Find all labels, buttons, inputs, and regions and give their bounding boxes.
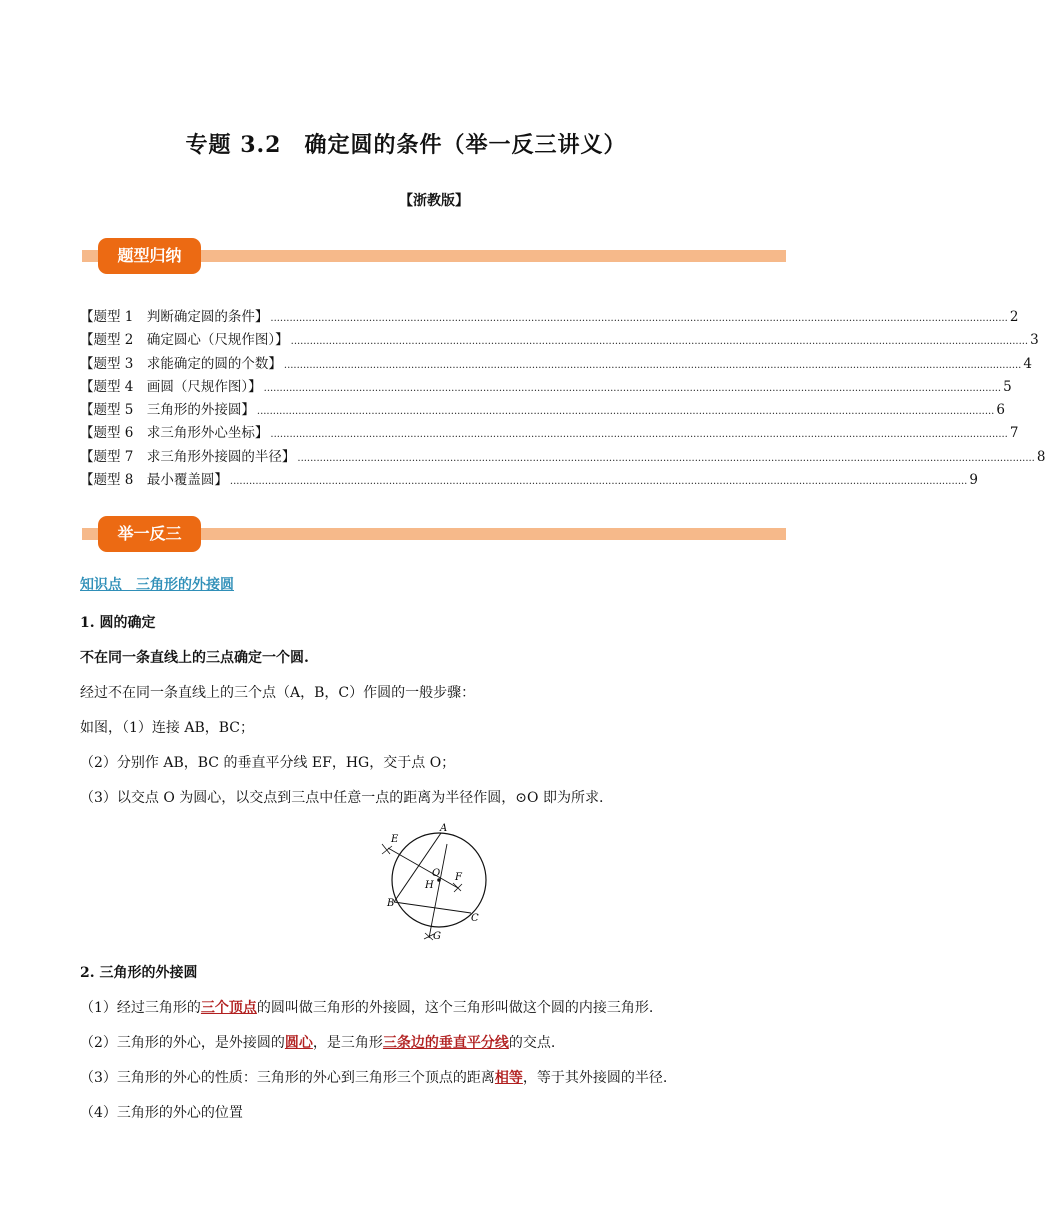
toc-label: 【题型 8 最小覆盖圆】 <box>80 472 228 489</box>
toc-leader: ........................................................................................................................................................................................................................................ <box>229 476 968 488</box>
label-b: B <box>387 898 395 909</box>
text: （2）三角形的外心，是外接圆的 <box>80 1035 285 1051</box>
bisector-hg <box>429 844 447 938</box>
text: （1）经过三角形的 <box>80 1000 201 1016</box>
bisector-ef <box>388 848 458 888</box>
label-o: O <box>432 868 441 879</box>
text: ，是三角形 <box>312 1035 383 1051</box>
text: （3）三角形的外心的性质：三角形的外心到三角形三个顶点的距离 <box>80 1070 495 1086</box>
label-c: C <box>471 913 479 924</box>
toc-page: 4 <box>1023 355 1032 372</box>
section-tag-practice: 举一反三 <box>98 516 201 552</box>
toc-item[interactable] <box>80 305 1019 328</box>
label-e: E <box>391 834 399 845</box>
page-title: 专题 3.2 确定圆的条件（举一反三讲义） <box>185 132 627 158</box>
toc-leader: ........................................................................................................................................................................................................................................ <box>270 313 1008 324</box>
toc-label: 【题型 4 画圆（尺规作图）】 <box>80 378 262 395</box>
toc-page: 6 <box>996 402 1005 419</box>
part1-step2: （2）分别作 AB，BC 的垂直平分线 EF，HG，交于点 O； <box>80 755 456 771</box>
toc-leader: ........................................................................................................................................................................................................................................ <box>270 429 1008 441</box>
part1-heading: 1. 圆的确定 <box>80 615 156 631</box>
toc-leader: ........................................................................................................................................................................................................................................ <box>290 336 1029 348</box>
label-g: G <box>433 931 441 942</box>
part1-step3: （3）以交点 O 为圆心，以交点到三点中任意一点的距离为半径作圆，⊙O 即为所求. <box>80 790 604 806</box>
toc-leader: ........................................................................................................................................................................................................................................ <box>256 406 995 418</box>
text: 的圆叫做三角形的外接圆，这个三角形叫做这个圆的内接三角形. <box>256 1000 654 1016</box>
table-of-contents <box>80 305 1045 491</box>
edition-label: 【浙教版】 <box>399 193 469 209</box>
toc-page: 8 <box>1036 448 1045 465</box>
knowledge-point-link[interactable]: 知识点 三角形的外接圆 <box>80 577 234 593</box>
section-tag-summary: 题型归纳 <box>98 238 201 274</box>
toc-page: 7 <box>1009 425 1019 442</box>
part1-intro: 经过不在同一条直线上的三个点（A，B，C）作圆的一般步骤： <box>80 685 476 701</box>
toc-leader: ........................................................................................................................................................................................................................................ <box>297 452 1035 464</box>
toc-item[interactable] <box>80 328 1039 351</box>
part1-step1: 如图，（1）连接 AB，BC； <box>80 720 255 736</box>
label-a: A <box>440 823 448 834</box>
highlight-perpendicular-bisectors: 三条边的垂直平分线 <box>382 1035 509 1051</box>
part2-item2 <box>80 1032 555 1052</box>
toc-leader: ........................................................................................................................................................................................................................................ <box>283 359 1022 371</box>
part2-heading: 2. 三角形的外接圆 <box>80 965 198 981</box>
toc-item[interactable] <box>80 398 1005 421</box>
toc-label: 【题型 6 求三角形外心坐标】 <box>80 425 269 442</box>
toc-page: 2 <box>1009 309 1019 325</box>
part2-item3 <box>80 1067 667 1087</box>
highlight-three-vertices: 三个顶点 <box>200 1000 257 1016</box>
highlight-equal: 相等 <box>494 1070 523 1086</box>
label-f: F <box>455 872 462 883</box>
segment-bc <box>394 902 471 913</box>
part2-item4: （4）三角形的外心的位置 <box>80 1105 243 1121</box>
toc-label: 【题型 2 确定圆心（尺规作图）】 <box>80 332 289 349</box>
toc-page: 3 <box>1030 332 1039 349</box>
toc-item[interactable] <box>80 421 1019 444</box>
toc-item[interactable] <box>80 352 1032 375</box>
label-h: H <box>425 880 434 891</box>
part2-item1 <box>80 997 653 1017</box>
toc-page: 5 <box>1003 378 1012 395</box>
toc-page: 9 <box>969 472 978 489</box>
text: ，等于其外接圆的半径. <box>522 1070 668 1086</box>
text: 的交点. <box>508 1035 556 1051</box>
part1-rule: 不在同一条直线上的三点确定一个圆. <box>80 650 309 666</box>
toc-leader: ........................................................................................................................................................................................................................................ <box>263 382 1002 394</box>
highlight-center: 圆心 <box>284 1035 313 1051</box>
toc-item[interactable] <box>80 375 1012 398</box>
toc-label: 【题型 5 三角形的外接圆】 <box>80 402 255 419</box>
toc-label: 【题型 3 求能确定的圆的个数】 <box>80 355 282 372</box>
circumcircle-construction-figure <box>378 818 498 946</box>
toc-item[interactable] <box>80 468 978 491</box>
toc-label: 【题型 1 判断确定圆的条件】 <box>80 309 269 325</box>
toc-item[interactable] <box>80 445 1045 468</box>
toc-label: 【题型 7 求三角形外接圆的半径】 <box>80 448 296 465</box>
